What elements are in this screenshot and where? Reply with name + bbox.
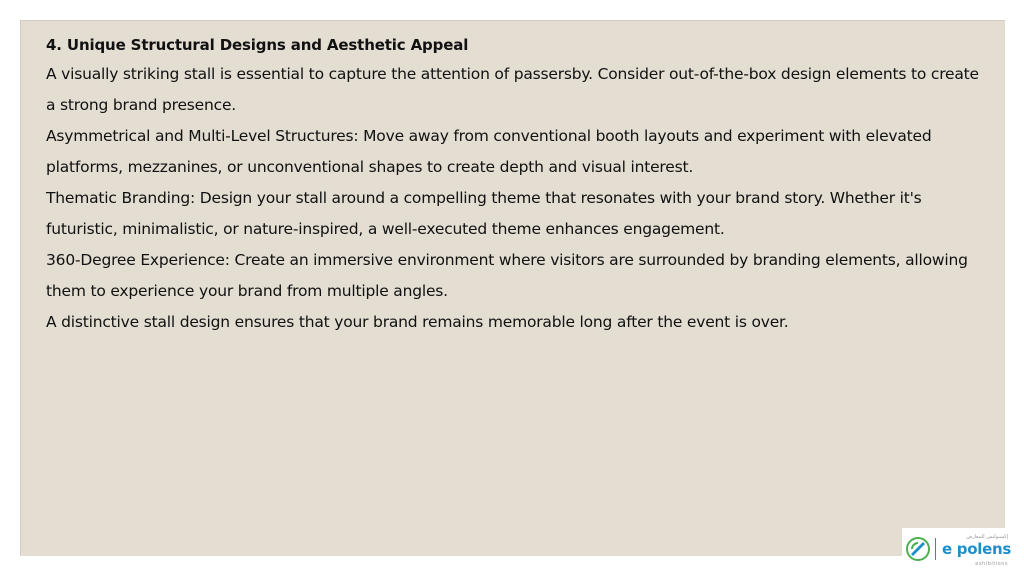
logo-tagline: exhibitions <box>975 561 1008 567</box>
paragraph-asymmetrical: Asymmetrical and Multi-Level Structures: Move away from conventional booth layouts and experiment with elevated platforms, mezzanines, or unconventional shapes to create depth and visual interest. <box>46 127 932 176</box>
paragraph-thematic: Thematic Branding: Design your stall around a compelling theme that resonates with your brand story. Whether it's futuristic, minimalistic, or nature-inspired, a well-executed theme enhances engagement. <box>46 189 922 238</box>
paragraph-360: 360-Degree Experience: Create an immersive environment where visitors are surrounded by branding elements, allowing them to experience your brand from multiple angles. <box>46 251 968 300</box>
logo-divider <box>935 538 936 560</box>
logo-mark-icon <box>906 537 930 561</box>
paragraph-intro: A visually striking stall is essential to capture the attention of passersby. Consider out-of-the-box design elements to create a strong brand presence. <box>46 65 979 114</box>
paragraph-conclusion: A distinctive stall design ensures that your brand remains memorable long after the event is over. <box>46 313 789 331</box>
content-panel <box>20 20 1005 556</box>
slide-content <box>46 31 986 338</box>
logo-arabic-text: إكسبولنس للمعارض <box>966 534 1008 540</box>
section-heading: 4. Unique Structural Designs and Aesthetic Appeal <box>46 36 469 54</box>
logo-wordmark: e polens <box>942 540 1011 558</box>
company-logo <box>902 528 1014 570</box>
